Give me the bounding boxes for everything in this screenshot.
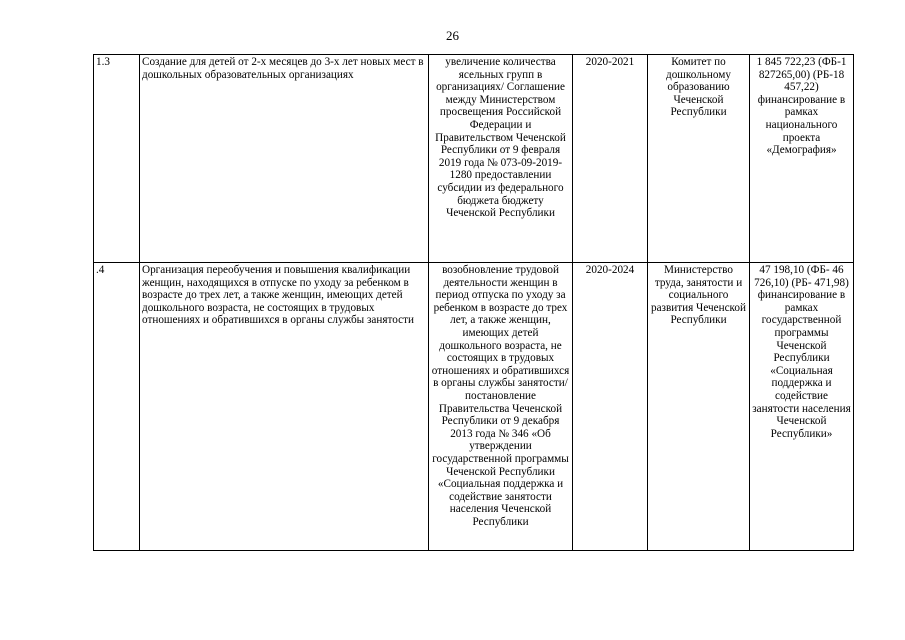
row-number-cell: .4	[94, 263, 140, 551]
executor-cell: Комитет по дошкольному образованию Чеченской Республики	[648, 55, 750, 263]
row-number-cell: 1.3	[94, 55, 140, 263]
funding-cell: 1 845 722,23 (ФБ-1 827265,00) (РБ-18 457,22) финансирование в рамках национального проекта «Демография»	[750, 55, 854, 263]
page-number: 26	[446, 28, 459, 43]
expected-result-cell: увеличение количества ясельных групп в организациях/ Соглашение между Министерством просвещения Российской Федерации и Правительством Чеченской Республики от 9 февраля 2019 года № 073-09-2019-1280 предоставлении субсидии из федерального бюджета бюджету Чеченской Республики	[429, 55, 573, 263]
period-cell: 2020-2024	[573, 263, 648, 551]
measure-name-cell: Создание для детей от 2-х месяцев до 3-х лет новых мест в дошкольных образовательных организациях	[140, 55, 429, 263]
measure-name-cell: Организация переобучения и повышения квалификации женщин, находящихся в отпуске по уходу за ребенком в возрасте до трех лет, а также женщин, имеющих детей дошкольного возраста, не состоящих в трудовых отношениях и обратившихся в органы службы занятости	[140, 263, 429, 551]
table-row	[94, 55, 854, 263]
measures-table	[93, 54, 854, 551]
funding-cell: 47 198,10 (ФБ- 46 726,10) (РБ- 471,98) финансирование в рамках государственной программы Чеченской Республики «Социальная поддержка и содействие занятости населения Чеченской Республики»	[750, 263, 854, 551]
table-row	[94, 263, 854, 551]
period-cell: 2020-2021	[573, 55, 648, 263]
expected-result-cell: возобновление трудовой деятельности женщин в период отпуска по уходу за ребенком в возрасте до трех лет, а также женщин, имеющих детей дошкольного возраста, не состоящих в трудовых отношениях и обратившихся в органы службы занятости/ постановление Правительства Чеченской Республики от 9 декабря 2013 года № 346 «Об утверждении государственной программы Чеченской Республики «Социальная поддержка и содействие занятости населения Чеченской Республики	[429, 263, 573, 551]
executor-cell: Министерство труда, занятости и социального развития Чеченской Республики	[648, 263, 750, 551]
